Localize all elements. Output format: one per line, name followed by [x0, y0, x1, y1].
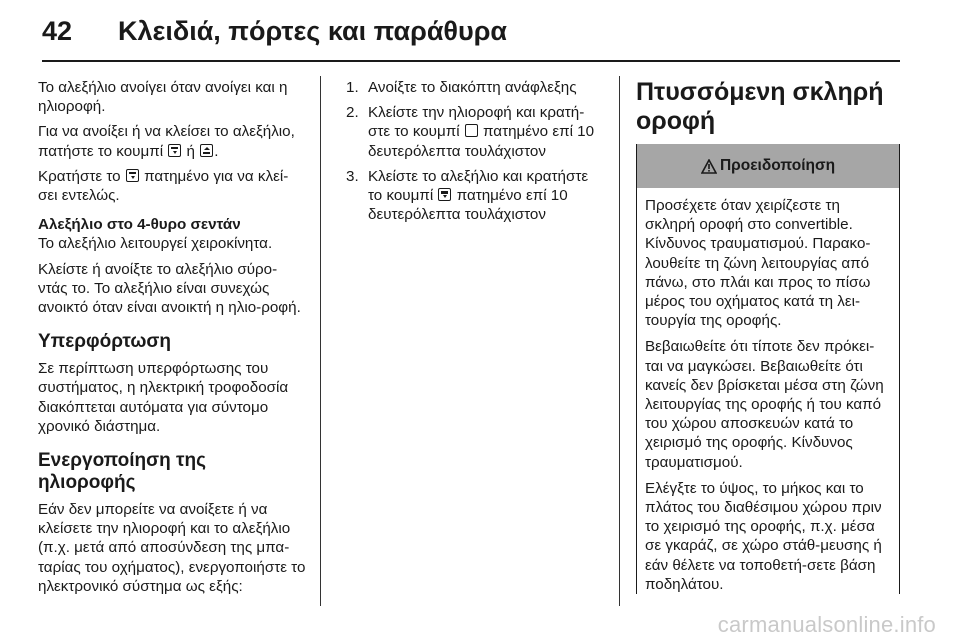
column-separator-1	[320, 76, 321, 606]
chapter-title: Κλειδιά, πόρτες και παράθυρα	[118, 16, 508, 46]
text-span: ή	[186, 142, 195, 160]
overload-paragraph: Σε περίπτωση υπερφόρτωσης του συστήματος, η ηλεκτρική τροφοδοσία διακόπτεται αυτόματα για σύντομο χρονικό διάστημα.	[38, 360, 289, 435]
text-span: .	[214, 142, 219, 160]
paragraph-slide-sunshade: Κλείστε ή ανοίξτε το αλεξήλιο σύρο-ντάς το. Το αλεξήλιο είναι συνεχώς ανοικτό όταν είναι ανοικτή η ηλιο-ροφή.	[38, 260, 301, 317]
text-span: Για να ανοίξει ή να κλείσει το αλεξήλιο, πατήστε το κουμπί	[38, 123, 295, 160]
text-span: πατημένο για να κλεί-σει εντελώς.	[38, 167, 289, 205]
warning-box	[636, 144, 900, 594]
text-span: Κρατήστε το	[38, 167, 121, 185]
page-header	[0, 0, 960, 62]
paragraph-hold-button	[38, 167, 306, 205]
warning-paragraph: Βεβαιωθείτε ότι τίποτε δεν πρόκει-ται να μαγκώσει. Βεβαιωθείτε ότι κανείς δεν βρίσκεται μέσα στη ζώνη λειτουργίας της οροφής ή του καπό του χώρου αποσκευών κατά το χειρισμό της οροφής. Κίνδυνος τραυματισμού.	[645, 338, 884, 471]
step-text: Κλείστε το αλεξήλιο και κρατήστε το κουμπί	[368, 167, 589, 205]
sedan-subheading: Αλεξήλιο στο 4-θυρο σεντάν	[38, 216, 241, 234]
activation-heading: Ενεργοποίηση της ηλιοροφής	[38, 450, 207, 494]
sunshade-close-button-icon	[168, 144, 181, 157]
step-text: Κλείστε την ηλιοροφή και κρατή-στε το κουμπί	[368, 104, 585, 141]
paragraph-manual-sunshade: Το αλεξήλιο λειτουργεί χειροκίνητα.	[38, 235, 273, 253]
text-column-1	[38, 78, 306, 602]
warning-paragraph: Ελέγξτε το ύψος, το μήκος και το πλάτος του διαθέσιμου χώρου πριν το χειρισμό της οροφής, π.χ. μέσα σε γκαράζ, σε χώρο στάθ-μευσης ή εάν θέλετε να τοποθετή-σετε βάση ποδηλάτου.	[645, 479, 882, 593]
text-column-2	[346, 78, 606, 230]
warning-label: Προειδοποίηση	[719, 157, 836, 175]
step-text: πατημένο επί 10 δευτερόλεπτα τουλάχιστον	[368, 123, 595, 160]
page-number: 42	[42, 16, 73, 46]
paragraph-press-button	[38, 122, 306, 160]
paragraph-sunshade-opens: Το αλεξήλιο ανοίγει όταν ανοίγει και η ηλιοροφή.	[38, 79, 288, 116]
activation-steps-list	[346, 78, 606, 224]
watermark: carmanualsonline.info	[717, 612, 936, 637]
sunshade-open-button-icon	[200, 144, 213, 157]
step-text: Ανοίξτε το διακόπτη ανάφλεξης	[368, 79, 577, 96]
step-number: 3.	[346, 167, 359, 185]
sunshade-close-button-icon	[438, 188, 451, 201]
warning-triangle-icon	[701, 159, 717, 174]
step-item	[346, 167, 606, 225]
activation-paragraph: Εάν δεν μπορείτε να ανοίξετε ή να κλείσετε την ηλιοροφή και το αλεξήλιο (π.χ. μετά από αποσύνδεση της μπα-ταρίας του οχήματος), ενεργοποιήστε το ηλεκτρονικό σύστημα ως εξής:	[38, 501, 306, 595]
sunroof-button-icon	[465, 124, 478, 137]
sunshade-close-button-icon	[126, 169, 139, 182]
overload-heading: Υπερφόρτωση	[38, 331, 172, 353]
warning-body	[637, 188, 899, 594]
section-title-hardtop: Πτυσσόμενη σκληρή οροφή	[636, 78, 884, 135]
warning-header	[637, 144, 899, 188]
header-rule	[42, 60, 900, 62]
step-number: 1.	[346, 79, 359, 96]
step-number: 2.	[346, 104, 359, 122]
column-separator-2	[619, 76, 620, 606]
step-item	[346, 103, 606, 161]
step-text: πατημένο επί 10 δευτερόλεπτα τουλάχιστον	[368, 187, 568, 224]
warning-paragraph: Προσέχετε όταν χειρίζεστε τη σκληρή οροφή στο convertible. Κίνδυνος τραυματισμού. Παρακο-λουθείτε τη ζώνη λειτουργίας από πάνω, στο πλάι και προς το πίσω μέρος του οχήματος κατά τη λει-τουργία της οροφής.	[645, 197, 871, 330]
text-column-3	[636, 78, 900, 601]
step-item	[346, 78, 606, 97]
